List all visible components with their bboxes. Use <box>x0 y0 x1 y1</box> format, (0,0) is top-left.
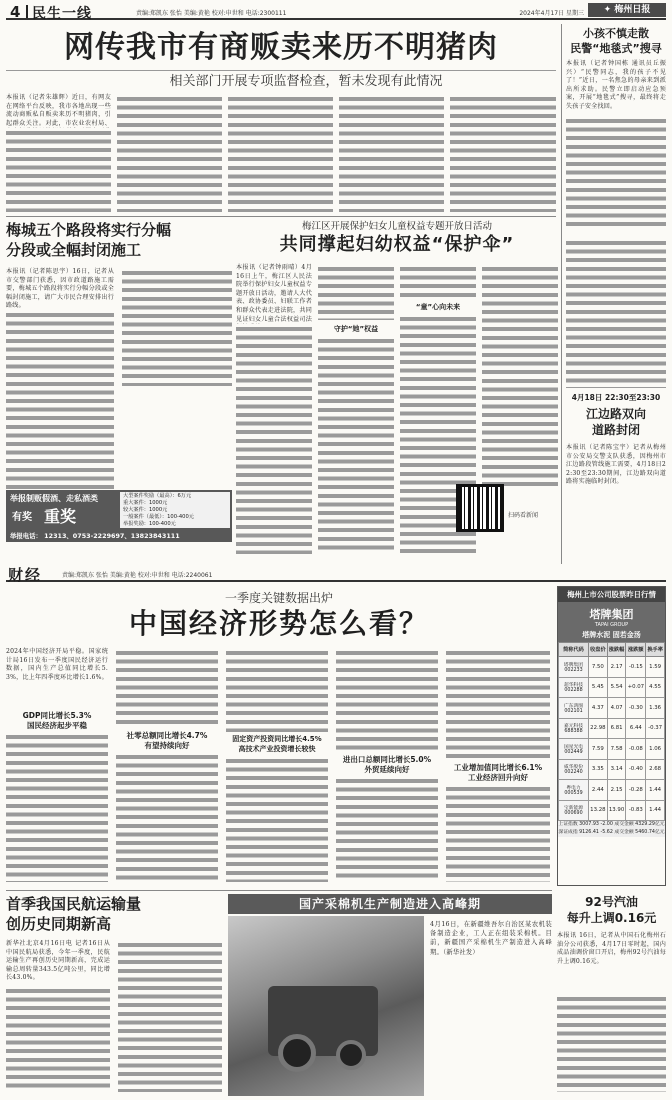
stock-value-cell: -0.37 <box>646 718 665 739</box>
stock-name-cell: 塔牌集团 002233 <box>559 657 589 678</box>
stock-value-cell: 2.44 <box>589 780 608 801</box>
stock-col-header: 涨跌额 <box>626 643 646 657</box>
stock-value-cell: 2.68 <box>646 759 665 780</box>
stock-value-cell: 5.45 <box>589 677 608 698</box>
cotton-feature <box>228 894 552 1096</box>
economy-sub3: 固定资产投资同比增长4.5% <box>232 735 322 743</box>
women-headline: 共同撑起妇幼权益“保护伞” <box>279 234 515 255</box>
finance-editor-line: 责编:郑凯东 张怡 美编:黄艳 校对:申世和 电话:2240061 <box>62 572 213 579</box>
qr-code[interactable] <box>456 484 504 532</box>
table-row <box>559 759 665 780</box>
stock-value-cell: 4.37 <box>589 698 608 719</box>
economy-sub2b: 有望持续向好 <box>144 741 190 750</box>
aviation-headline-b: 创历史同期新高 <box>6 915 112 933</box>
stock-value-cell: +0.07 <box>626 677 646 698</box>
women-rights-story <box>236 220 558 558</box>
lead-story <box>6 24 556 214</box>
fuel-headline-b: 每升上调0.16元 <box>566 911 657 925</box>
ad-reward-label: 有奖 <box>12 512 32 523</box>
stock-name-cell: 粤电力 000539 <box>559 780 589 801</box>
stock-value-cell: 3.14 <box>607 759 626 780</box>
logo-icon: ✦ <box>603 5 612 15</box>
paper-logo: ✦ 梅州日报 <box>588 3 666 17</box>
women-lede: 本报讯（记者钟雨晴）4月16日上午，梅江区人民法院举行保护妇女儿童权益专题开放日活动，邀请人大代表、政协委员、妇联工作者和群众代表走进法院，共同见证妇女儿童合法权益司法 <box>236 264 312 323</box>
missing-child-lede: 本报讯（记者钟国栋 通讯员丘振兴）“民警同志，我的孩子不见了！”近日，一名焦急的母亲来到派出所求助。民警立即启动应急预案，开展“地毯式”搜寻，最终将走失孩子安全找回。 <box>566 60 666 110</box>
lead-subhead: 相关部门开展专项监督检查，暂未发现有此情况 <box>169 74 443 89</box>
reward-ad <box>6 490 232 542</box>
stock-value-cell: 1.36 <box>646 698 665 719</box>
stock-col-header: 换手率 <box>646 643 665 657</box>
aviation-headline-a: 首季我国民航运输量 <box>6 895 142 913</box>
stock-value-cell: -0.08 <box>626 739 646 760</box>
traffic-headline-b: 道路封闭 <box>591 423 640 437</box>
stock-name-cell: 嘉元科技 688388 <box>559 718 589 739</box>
stock-value-cell: -0.15 <box>626 657 646 678</box>
aviation-lede: 新华社北京4月16日电 记者16日从中国民航局获悉，今年一季度，民航运输生产再创历史同期新高，完成运输总周转量343.5亿吨公里，同比增长43.0%。 <box>6 940 110 982</box>
cotton-caption: 4月16日，在新疆维吾尔自治区某农机装备制造企业，工人正在组装采棉机。目前，新疆国产采棉机生产制造进入高峰期。（新华社发） <box>430 921 552 956</box>
stock-col-header: 涨跌幅 <box>607 643 626 657</box>
economy-sub1: GDP同比增长5.3% <box>22 711 92 720</box>
women-kicker: 梅江区开展保护妇女儿童权益专题开放日活动 <box>301 221 492 232</box>
missing-child-headline-b: 民警“地毯式”搜寻 <box>570 42 662 55</box>
stock-value-cell: 13.90 <box>607 800 626 821</box>
wheel-shape <box>336 1040 366 1070</box>
road-headline-b: 分段或全幅封闭施工 <box>6 241 142 259</box>
aviation-story <box>6 894 222 1096</box>
section-title: 民生一线 <box>32 6 92 22</box>
stock-name-cell: 超华科技 002288 <box>559 677 589 698</box>
fuel-lede: 本报讯 16日，记者从中国石化梅州石油分公司获悉，4月17日零时起，国内成品油调价窗口开启，梅州92号汽油每升上调0.16元。 <box>557 932 666 965</box>
finance-section-title: 财经 <box>8 566 43 584</box>
table-row <box>559 780 665 801</box>
stock-col-header: 收盘价 <box>589 643 608 657</box>
economy-sub5: 工业增加值同比增长6.1% <box>453 763 543 772</box>
traffic-story <box>566 238 666 558</box>
stock-value-cell: 6.44 <box>626 718 646 739</box>
economy-story <box>6 586 552 886</box>
stock-value-cell: 4.55 <box>646 677 665 698</box>
lead-headline: 网传我市有商贩卖来历不明猪肉 <box>64 30 498 65</box>
stock-value-cell: 7.59 <box>589 739 608 760</box>
women-sub2: “童”心向未来 <box>415 303 461 311</box>
stock-company-en: TAPAI GROUP <box>594 622 629 628</box>
road-lede: 本报讯（记者陈思宇）16日，记者从市交警部门获悉，因市政道路施工需要，梅城五个路段将实行分幅分段或全幅封闭施工，请广大市民合理安排出行路线。 <box>6 268 114 310</box>
stock-value-cell: 6.81 <box>607 718 626 739</box>
stock-value-cell: 1.44 <box>646 780 665 801</box>
table-row <box>559 677 665 698</box>
stock-panel <box>557 586 666 886</box>
issue-date: 2024年4月17日 星期三 <box>519 10 584 17</box>
cotton-banner: 国产采棉机生产制造进入高峰期 <box>228 894 552 914</box>
economy-sub4b: 外贸延续向好 <box>364 765 410 774</box>
economy-lede: 2024年中国经济开局平稳。国家统计局16日发布一季度国民经济运行数据，国内生产总值同比增长5.3%，比上年四季度环比增长1.6%。 <box>6 648 108 681</box>
stock-value-cell: -0.83 <box>626 800 646 821</box>
ad-title: 举报制贩假酒、走私酒类 <box>10 494 98 503</box>
cotton-photo <box>228 916 424 1096</box>
economy-sub4: 进出口总额同比增长5.0% <box>342 755 432 764</box>
stock-value-cell: 5.54 <box>607 677 626 698</box>
traffic-lede: 本报讯（记者陈宝宇）记者从梅州市公安局交警支队获悉，因梅州市江边路段管线施工需要，4月18日22:30至23:30期间，江边路双向道路将实施临时封闭。 <box>566 444 666 486</box>
ad-grade-box: 大型案件奖励（最高）：6万元 重大案件：1000元 较大案件：1000元 一般案件（最低）：100-400元 举报奖励：100-400元 <box>120 492 230 528</box>
road-headline-a: 梅城五个路段将实行分幅 <box>6 221 172 239</box>
finance-section-bar <box>6 565 666 582</box>
qr-caption: 扫码看新闻 <box>508 512 539 519</box>
lead-body-lede: 本报讯（记者朱雄辉）近日，有网友在网络平台反映，我市各地出现一些流动商贩私自贩卖来历不明猪肉，引起群众关注。对此，市农业农村局、 <box>6 94 111 127</box>
stock-name-cell: 国星光电 002449 <box>559 739 589 760</box>
road-closure-story <box>6 220 232 545</box>
stock-company-banner <box>558 602 665 642</box>
economy-sub5b: 工业经济回升向好 <box>468 773 528 782</box>
wheel-shape <box>278 1034 316 1072</box>
traffic-headline-a: 江边路双向 <box>585 407 646 421</box>
editor-line: 责编:郑凯东 张怡 美编:黄艳 校对:申世和 电话:2300111 <box>136 10 287 17</box>
stock-value-cell: 22.98 <box>589 718 608 739</box>
fuel-headline-a: 92号汽油 <box>585 895 638 909</box>
stock-value-cell: 1.06 <box>646 739 665 760</box>
stock-name-cell: 宝新能源 000690 <box>559 800 589 821</box>
economy-headline: 中国经济形势怎么看？ <box>128 607 429 640</box>
stock-footer-a: 上证指数 3007.93 -2.00 成交金额 4329.29亿元 <box>558 822 665 827</box>
stock-slogan: 塔牌水泥 固若金汤 <box>582 631 641 639</box>
fuel-story <box>557 894 666 1096</box>
page-number: 4 <box>10 3 21 21</box>
stock-value-cell: -0.30 <box>626 698 646 719</box>
stock-company-name: 塔牌集团 <box>589 608 634 621</box>
economy-kicker: 一季度关键数据出炉 <box>224 591 333 605</box>
stock-value-cell: 2.15 <box>607 780 626 801</box>
stock-value-cell: 13.28 <box>589 800 608 821</box>
table-row <box>559 718 665 739</box>
stock-value-cell: 1.44 <box>646 800 665 821</box>
stock-table <box>558 642 665 821</box>
stock-value-cell: 1.59 <box>646 657 665 678</box>
stock-footer-b: 深证成指 9126.41 -5.62 成交金额 5460.74亿元 <box>558 830 665 835</box>
traffic-time: 4月18日 22:30至23:30 <box>571 393 661 402</box>
missing-child-headline-a: 小孩不慎走散 <box>583 27 649 40</box>
stock-col-header: 简称代码 <box>559 643 589 657</box>
economy-sub1b: 国民经济起步平稳 <box>27 721 87 730</box>
table-row <box>559 739 665 760</box>
ad-reward-big: 重奖 <box>44 507 77 526</box>
stock-value-cell: -0.28 <box>626 780 646 801</box>
table-row <box>559 657 665 678</box>
stock-value-cell: 2.17 <box>607 657 626 678</box>
stock-value-cell: 4.07 <box>607 698 626 719</box>
stock-value-cell: 7.50 <box>589 657 608 678</box>
economy-sub3b: 高技术产业投资增长较快 <box>238 745 316 753</box>
table-row <box>559 800 665 821</box>
stock-value-cell: -0.40 <box>626 759 646 780</box>
stock-name-cell: 威华股份 002240 <box>559 759 589 780</box>
stock-panel-title: 梅州上市公司股票昨日行情 <box>558 587 665 602</box>
missing-child-story <box>566 26 666 236</box>
stock-value-cell: 3.35 <box>589 759 608 780</box>
ad-hotline: 举报电话： 12313、0753-2229697、13823843111 <box>10 532 180 540</box>
table-row <box>559 698 665 719</box>
page-masthead <box>6 3 666 20</box>
economy-sub2: 社零总额同比增长4.7% <box>126 731 208 740</box>
stock-name-cell: 广东鸿图 002101 <box>559 698 589 719</box>
women-sub1: 守护“她”权益 <box>333 325 379 333</box>
stock-value-cell: 7.58 <box>607 739 626 760</box>
